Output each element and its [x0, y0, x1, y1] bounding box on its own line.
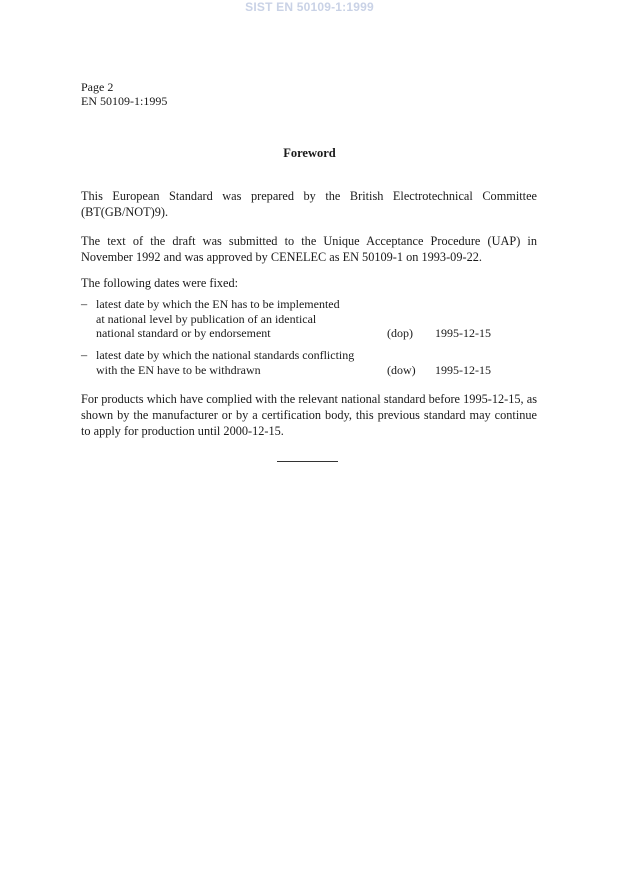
date-item-line: with the EN have to be withdrawn [96, 362, 261, 377]
date-value: 1995-12-15 [435, 326, 491, 340]
closing-paragraph: For products which have complied with the relevant national standard before 1995-12-15, as shown by the manufacturer or by a certification body, this previous standard may continue to apply for production until 2000-12-15. [81, 392, 537, 438]
date-item-text [96, 348, 354, 377]
list-dash: – [81, 348, 88, 362]
page-title: Foreword [283, 146, 336, 160]
end-rule [277, 461, 338, 462]
document-id: EN 50109-1:1995 [81, 94, 168, 108]
list-dash: – [81, 297, 88, 311]
page-header [81, 80, 167, 108]
date-item-line: latest date by which the EN has to be implemented [96, 297, 340, 311]
date-item-line: at national level by publication of an identical [96, 311, 317, 326]
date-item-line: latest date by which the national standards conflicting [96, 348, 355, 362]
date-value: 1995-12-15 [435, 363, 491, 377]
date-abbreviation: (dop) [387, 326, 413, 340]
date-item-line: national standard or by endorsement [96, 326, 271, 340]
draft-paragraph: The text of the draft was submitted to the Unique Acceptance Procedure (UAP) in November 1992 and was approved by CENELEC as EN 50109-1 on 1993-09-22. [81, 234, 537, 264]
intro-paragraph: This European Standard was prepared by the British Electrotechnical Committee (BT(GB/NOT)9). [81, 189, 537, 219]
dates-intro: The following dates were fixed: [81, 276, 239, 290]
date-abbreviation: (dow) [387, 363, 416, 377]
page-number: Page 2 [81, 80, 114, 94]
date-item-text [96, 297, 340, 341]
watermark: SIST EN 50109-1:1999 [245, 0, 374, 14]
